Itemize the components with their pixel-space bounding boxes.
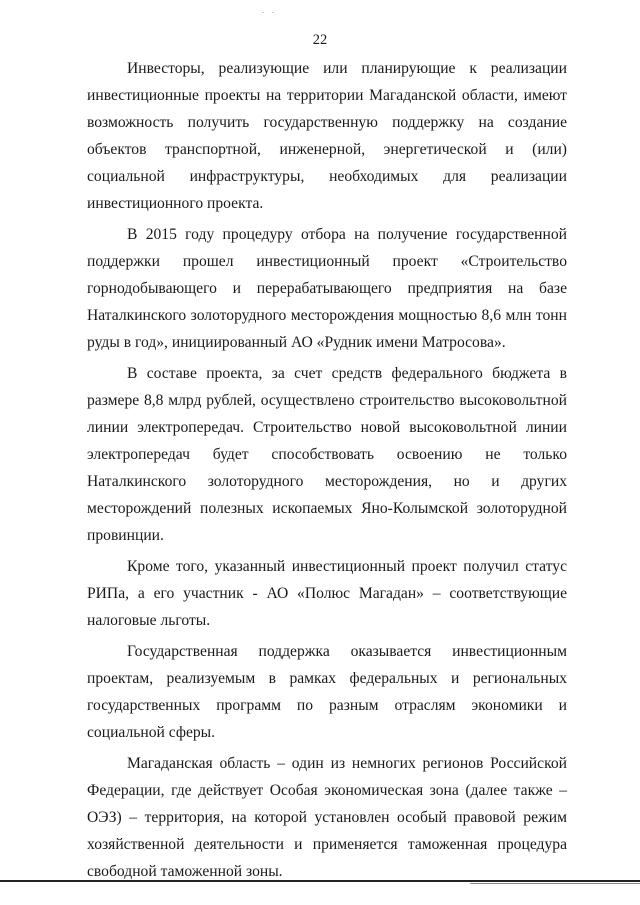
paragraph-rip-status: Кроме того, указанный инвестиционный проект получил статус РИПа, а его участник - АО «Полюс Магадан» – соответствующие налоговые льготы. (87, 558, 567, 629)
scan-marks: . . (262, 6, 277, 15)
document-body (87, 55, 567, 889)
paragraph-state-programs: Государственная поддержка оказывается инвестиционным проектам, реализуемым в рамках федеральных и региональных государственных программ по разным отраслям экономики и социальной сферы. (87, 643, 567, 741)
footer-rule (0, 880, 640, 882)
paragraph-special-economic-zone: Магаданская область – один из немногих регионов Российской Федерации, где действует Особая экономическая зона (далее также – ОЭЗ) – территория, на которой установлен особый правовой режим хозяйственной деятельности и применяется таможенная процедура свободной таможенной зоны. (87, 755, 567, 880)
paragraph-natalka-project: В 2015 году процедуру отбора на получение государственной поддержки прошел инвестиционный проект «Строительство горнодобывающего и перерабатывающего предприятия на базе Наталкинского золоторудного месторождения мощностью 8,6 млн тонн руды в год», инициированный АО «Рудник имени Матросова». (87, 226, 567, 351)
footer-rule-thin (470, 883, 640, 884)
page-number: 22 (312, 32, 328, 48)
paragraph-power-line: В составе проекта, за счет средств федерального бюджета в размере 8,8 млрд рублей, осуществлено строительство высоковольтной линии электропередач. Строительство новой высоковольтной линии электропередач будет способствовать освоению не только Наталкинского золоторудного месторождения, но и других месторождений полезных ископаемых Яно-Колымской золоторудной провинции. (87, 365, 567, 544)
paragraph-investors-support: Инвесторы, реализующие или планирующие к реализации инвестиционные проекты на территории Магаданской области, имеют возможность получить государственную поддержку на создание объектов транспортной, инженерной, энергетической и (или) социальной инфраструктуры, необходимых для реализации инвестиционного проекта. (87, 60, 567, 212)
